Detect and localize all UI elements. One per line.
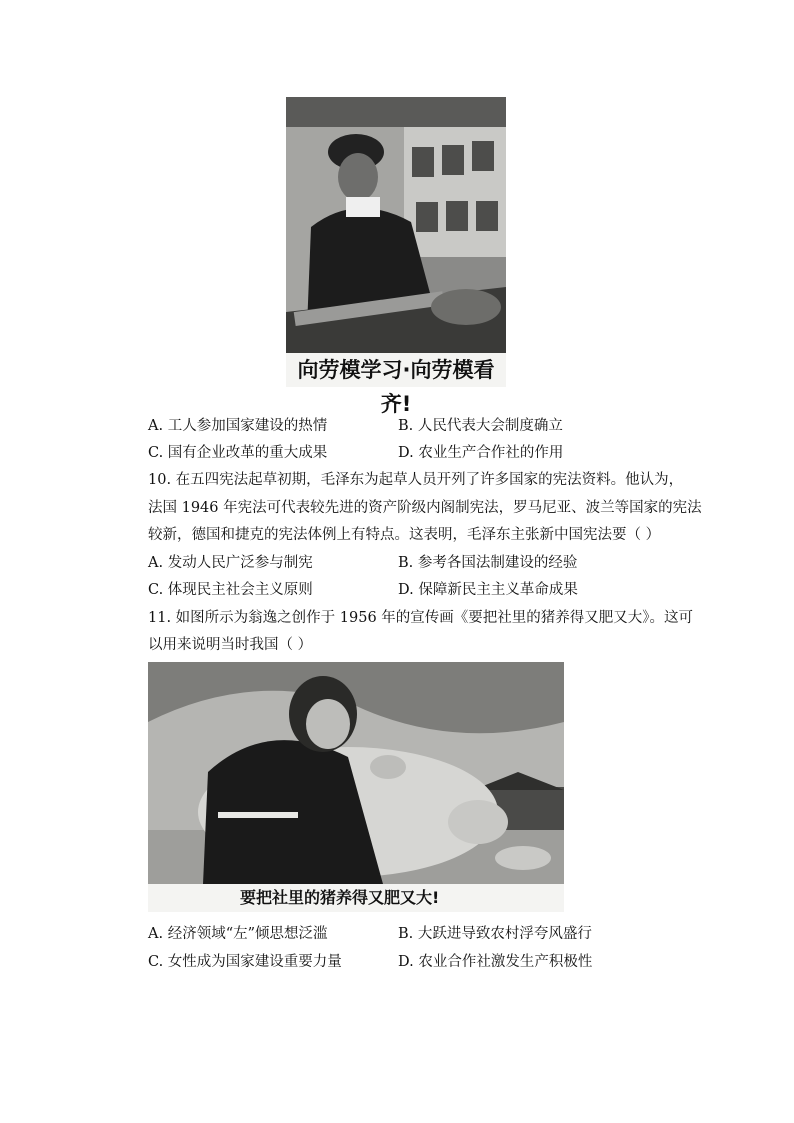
q10-option-b: B. 参考各国法制建设的经验 (398, 555, 578, 571)
q10-stem-line-1: 10. 在五四宪法起草初期，毛泽东为起草人员开列了许多国家的宪法资料。他认为， (148, 472, 684, 488)
q10-option-c: C. 体现民主社会主义原则 (148, 582, 313, 598)
poster-pig-raising-illustration (148, 662, 564, 884)
q11-stem-line-2: 以用来说明当时我国（ ） (148, 637, 313, 653)
q11-stem-line-1: 11. 如图所示为翁逸之创作于 1956 年的宣传画《要把社里的猪养得又肥又大》。这可 (148, 610, 694, 626)
poster-model-worker (286, 97, 506, 416)
q11-option-d: D. 农业合作社激发生产积极性 (398, 954, 593, 970)
q10-stem-line-3: 较新，德国和捷克的宪法体例上有特点。这表明，毛泽东主张新中国宪法要（ ） (148, 527, 661, 543)
q9-option-b: B. 人民代表大会制度确立 (398, 418, 563, 434)
q10-option-a: A. 发动人民广泛参与制宪 (148, 555, 313, 571)
q10-stem-line-2: 法国 1946 年宪法可代表较先进的资产阶级内阁制宪法，罗马尼亚、波兰等国家的宪法 (148, 500, 702, 516)
q11-option-a: A. 经济领域“左”倾思想泛滥 (148, 926, 328, 942)
q11-option-b: B. 大跃进导致农村浮夸风盛行 (398, 926, 592, 942)
q11-option-c: C. 女性成为国家建设重要力量 (148, 954, 342, 970)
poster-model-worker-illustration (286, 97, 506, 353)
poster-caption: 要把社里的猪养得又肥又大! (148, 884, 564, 912)
q9-option-a: A. 工人参加国家建设的热情 (148, 418, 328, 434)
q9-option-d: D. 农业生产合作社的作用 (398, 445, 564, 461)
q10-option-d: D. 保障新民主主义革命成果 (398, 582, 578, 598)
q9-option-c: C. 国有企业改革的重大成果 (148, 445, 328, 461)
poster-caption: 向劳模学习·向劳模看齐! (286, 353, 506, 387)
poster-pig-raising (148, 662, 564, 912)
